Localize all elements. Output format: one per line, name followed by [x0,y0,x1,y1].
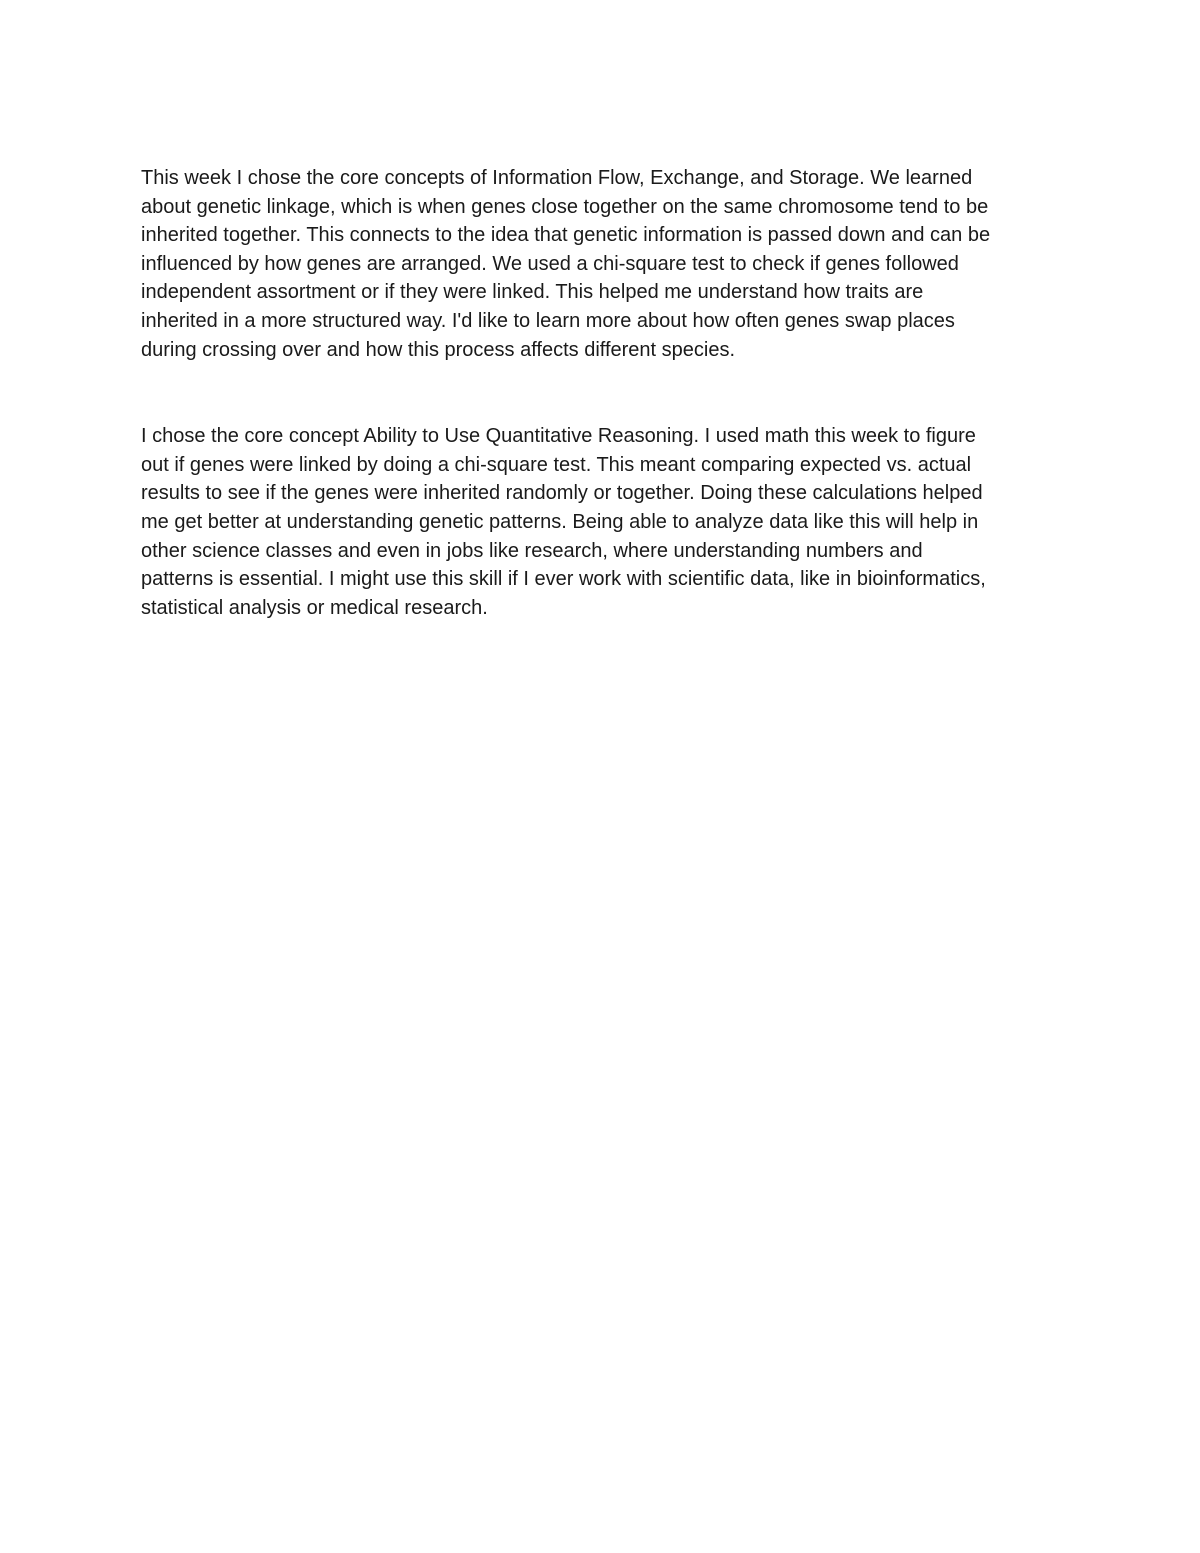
text-line: inherited in a more structured way. I'd like to learn more about how often genes swap places [141,309,955,332]
text-line: This week I chose the core concepts of Information Flow, Exchange, and Storage. We learned [141,167,973,189]
text-line: other science classes and even in jobs like research, where understanding numbers and [141,539,923,562]
text-line: during crossing over and how this process affects different species. [141,338,736,361]
text-line: statistical analysis or medical research. [141,596,488,619]
text-line: independent assortment or if they were linked. This helped me understand how traits are [141,281,924,304]
text-line: I chose the core concept Ability to Use Quantitative Reasoning. I used math this week to figure [141,425,976,448]
paragraph-information-flow [141,164,1071,364]
text-line: about genetic linkage, which is when genes close together on the same chromosome tend to be [141,195,989,218]
text-line: inherited together. This connects to the idea that genetic information is passed down and can be [141,224,991,247]
text-line: out if genes were linked by doing a chi-square test. This meant comparing expected vs. actual [141,453,972,476]
document-body [141,164,1071,622]
text-line: me get better at understanding genetic patterns. Being able to analyze data like this will help in [141,510,979,533]
text-line: influenced by how genes are arranged. We used a chi-square test to check if genes followed [141,252,959,275]
text-line: patterns is essential. I might use this skill if I ever work with scientific data, like in bioinformatics, [141,568,986,591]
text-line: results to see if the genes were inherited randomly or together. Doing these calculations helped [141,482,983,505]
paragraph-quantitative-reasoning [141,422,1071,622]
